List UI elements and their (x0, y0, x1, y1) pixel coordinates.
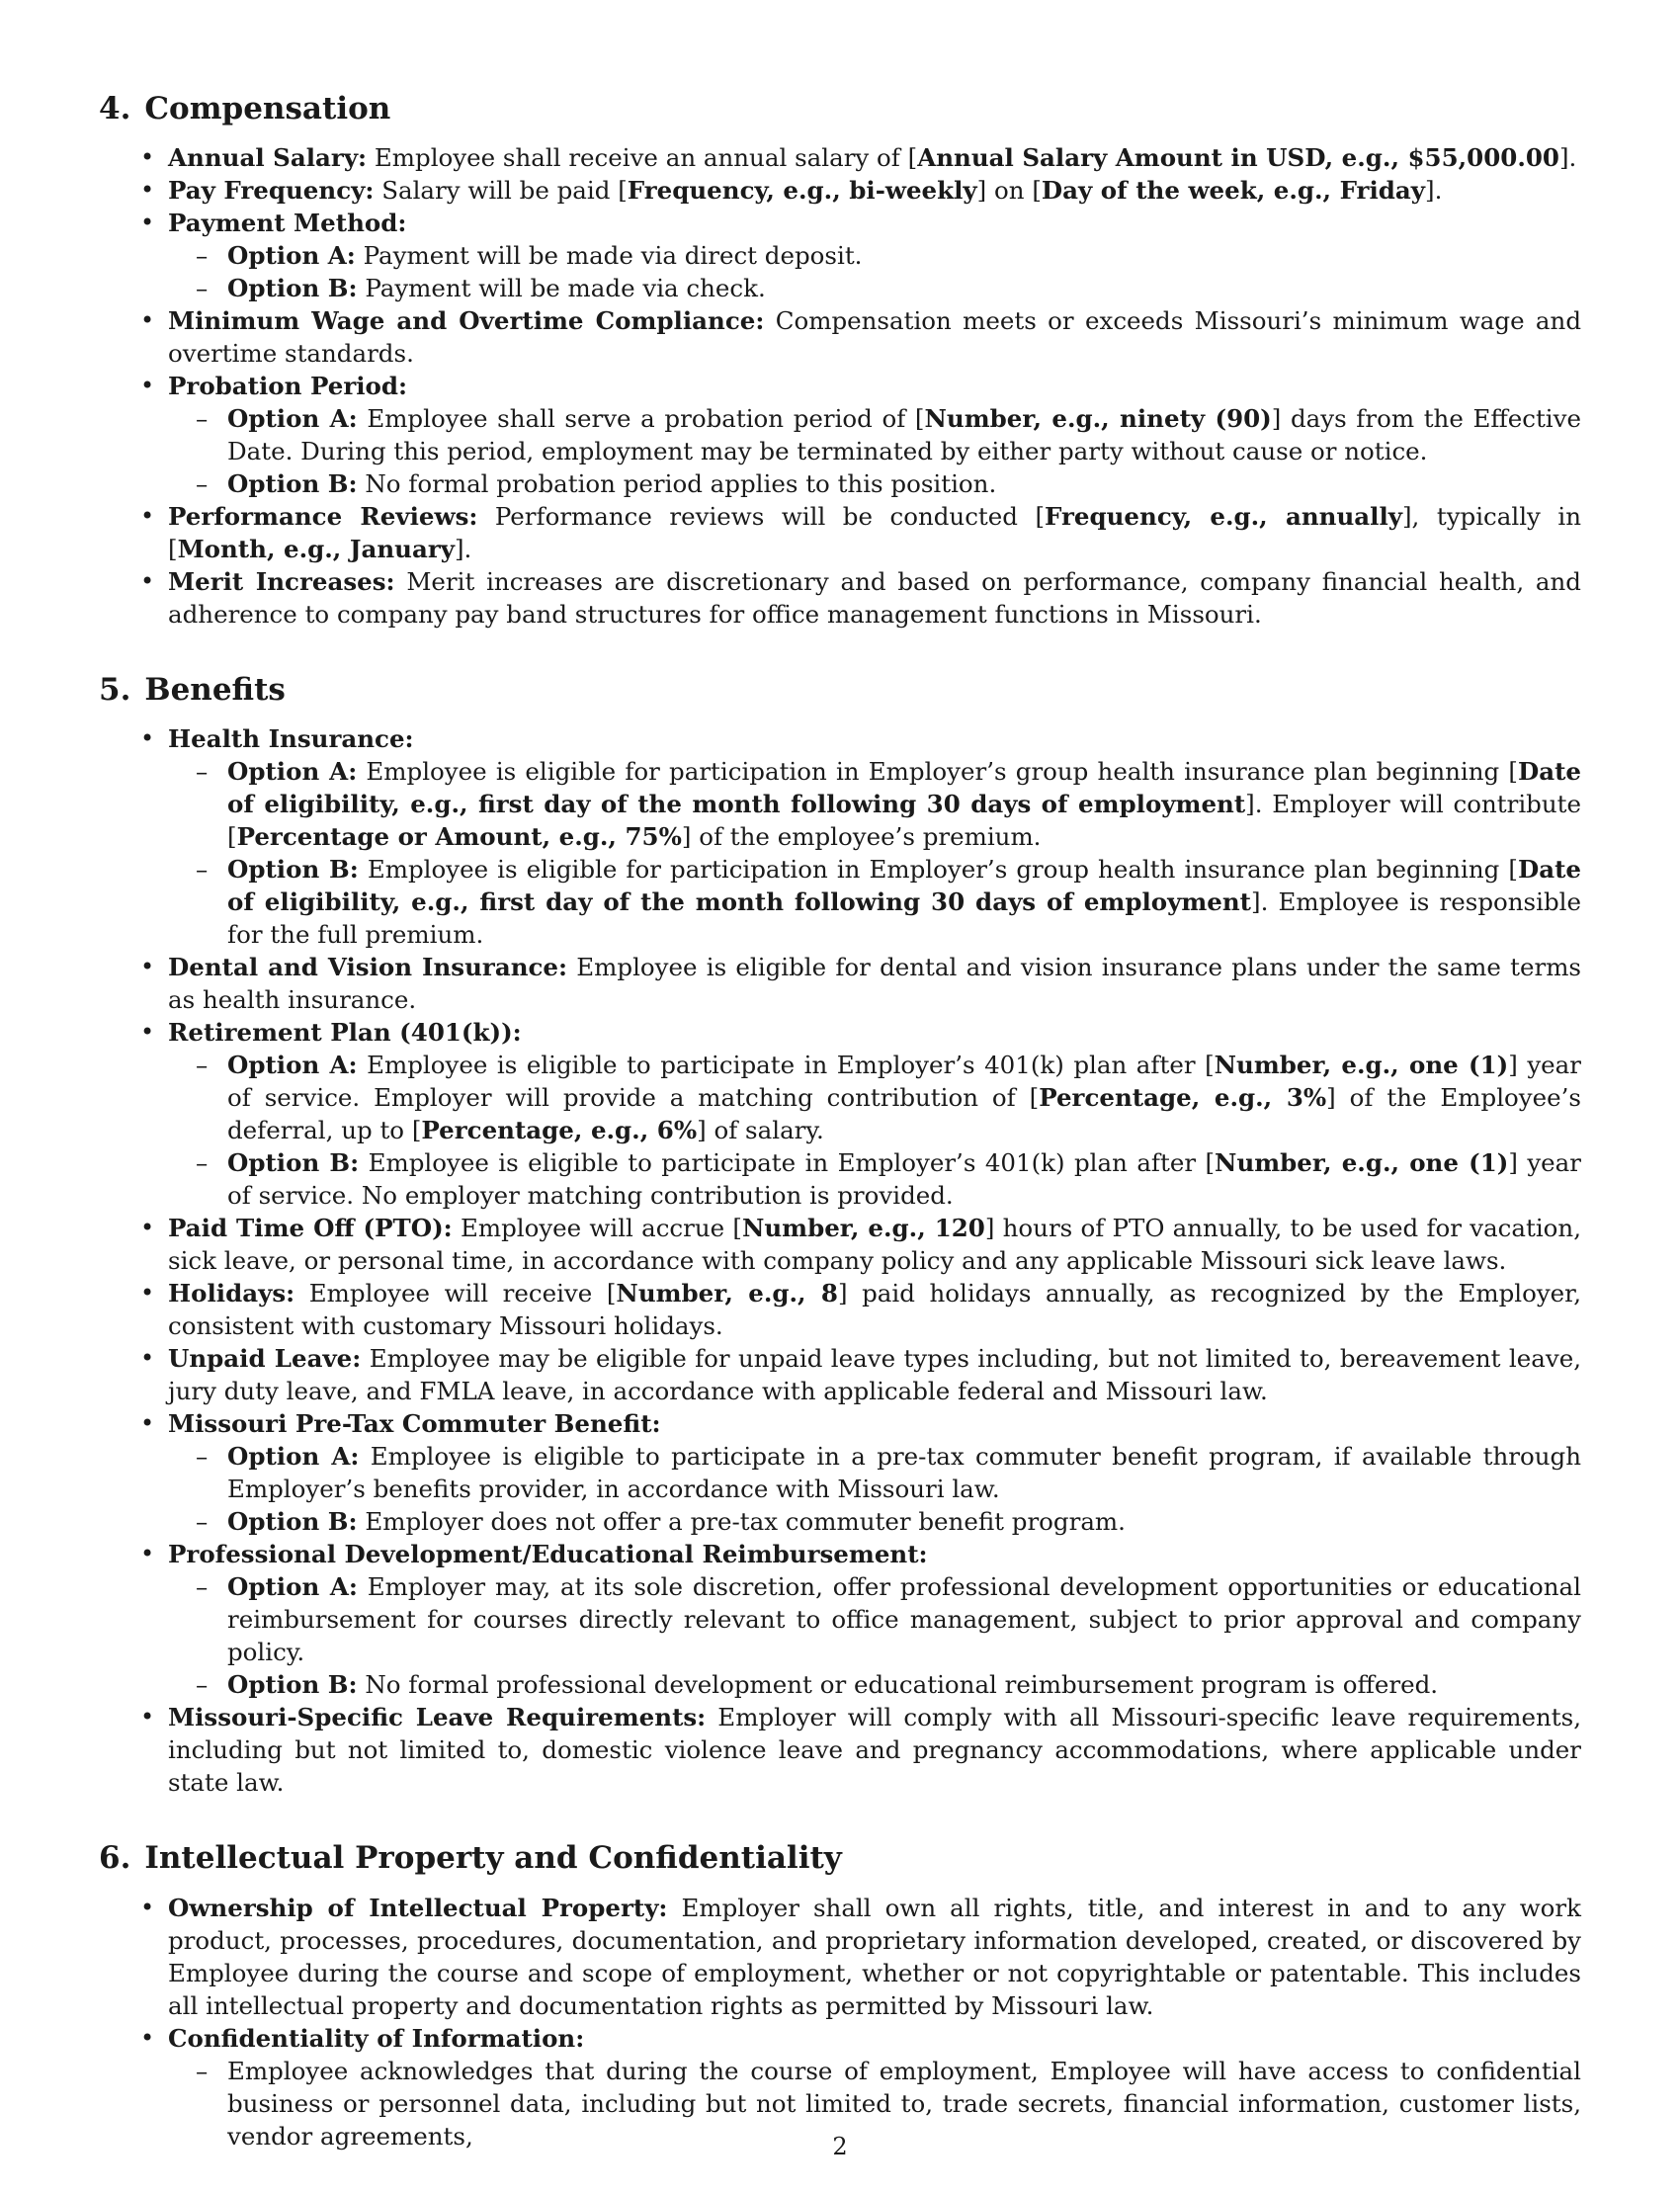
option-label-option-a: Option A: (227, 1572, 358, 1602)
list-item (168, 951, 1581, 1016)
item-text: Employee shall receive an annual salary of [ (367, 143, 918, 173)
bullet-list (99, 722, 1581, 1799)
sub-list (168, 1049, 1581, 1212)
sub-list-item (227, 1146, 1581, 1212)
item-text: ]. (1425, 176, 1443, 206)
section-title: Benefits (144, 672, 286, 709)
list-item (168, 1016, 1581, 1212)
placeholder-field: Percentage, e.g., 3% (1039, 1083, 1327, 1113)
item-label-missouri-specific-leave-requirements: Missouri-Specific Leave Requirements: (168, 1703, 707, 1732)
item-text: Employee is eligible for dental and vision insurance plans under the same terms as health insurance. (168, 953, 1582, 1015)
item-label-merit-increases: Merit Increases: (168, 567, 395, 597)
sub-list (168, 755, 1581, 951)
placeholder-field: Number, e.g., one (1) (1215, 1148, 1509, 1178)
item-label-health-insurance: Health Insurance: (168, 724, 414, 754)
item-text: Employee will receive [ (294, 1279, 617, 1308)
item-text: Employer does not offer a pre-tax commuter benefit program. (357, 1507, 1126, 1537)
item-label-payment-method: Payment Method: (168, 209, 407, 238)
item-label-minimum-wage-and-overtime-compliance: Minimum Wage and Overtime Compliance: (168, 306, 765, 336)
sub-list-item (227, 239, 1581, 272)
option-label-option-b: Option B: (227, 855, 359, 885)
section-intellectual-property-and-confidentiality (99, 1840, 1581, 2152)
item-label-confidentiality-of-information: Confidentiality of Information: (168, 2023, 585, 2053)
option-label-option-a: Option A: (227, 1442, 360, 1472)
item-text: Payment will be made via direct deposit. (355, 241, 863, 271)
option-label-option-b: Option B: (227, 1507, 358, 1537)
item-text: Employee is eligible to participate in Employer’s 401(k) plan after [ (359, 1148, 1216, 1178)
sub-list-item (227, 272, 1581, 304)
section-number: 6. (99, 1840, 131, 1877)
option-label-option-a: Option A: (227, 404, 358, 434)
section-heading (99, 672, 1581, 709)
list-item (168, 722, 1581, 951)
item-text: ] hours of PTO annually, to be used for vacation, sick leave, or personal time, in accordance with company policy and any applicable Missouri sick leave laws. (168, 1214, 1581, 1276)
sub-list (168, 1440, 1581, 1538)
item-label-pay-frequency: Pay Frequency: (168, 176, 375, 206)
option-label-option-b: Option B: (227, 469, 358, 499)
item-text: Employer shall own all rights, title, and interest in and to any work product, processes, procedures, documentation, and proprietary information developed, created, or discovered by Employee during the course and scope of employment, whether or not copyrightable or patentable. This includes all intellectual property and documentation rights as permitted by Missouri law. (168, 1893, 1581, 2020)
item-text: ]. (454, 535, 472, 564)
item-text: Employee will accrue [ (452, 1214, 742, 1243)
item-text: Employee shall serve a probation period of [ (357, 404, 925, 434)
item-text: Employee acknowledges that during the course of employment, Employee will have access to confidential business or personnel data, including but not limited to, trade secrets, financial information, customer lists, vendor agreements, (227, 2056, 1581, 2151)
placeholder-field: Month, e.g., January (177, 535, 455, 564)
sub-list-item (227, 402, 1581, 467)
placeholder-field: Annual Salary Amount in USD, e.g., $55,000.00 (917, 143, 1559, 173)
item-text: Employer will comply with all Missouri-specific leave requirements, including but not limited to, domestic violence leave and pregnancy accommodations, where applicable under state law. (168, 1703, 1581, 1798)
item-text: ] year of service. No employer matching contribution is provided. (227, 1148, 1581, 1211)
item-text: Employee is eligible for participation in Employer’s group health insurance plan beginning [ (357, 757, 1518, 787)
document-page (99, 91, 1581, 2194)
sub-list-item (227, 1440, 1581, 1505)
item-text: Performance reviews will be conducted [ (477, 502, 1046, 532)
item-text: Employee is eligible to participate in Employer’s 401(k) plan after [ (357, 1051, 1215, 1080)
item-text: ] of salary. (697, 1116, 824, 1145)
item-text: ] on [ (976, 176, 1042, 206)
option-label-option-b: Option B: (227, 1148, 360, 1178)
sub-list-item (227, 1668, 1581, 1701)
list-item (168, 141, 1581, 174)
list-item (168, 1277, 1581, 1342)
list-item (168, 207, 1581, 304)
item-label-performance-reviews: Performance Reviews: (168, 502, 478, 532)
item-text: Payment will be made via check. (357, 274, 766, 303)
placeholder-field: Number, e.g., 120 (741, 1214, 985, 1243)
item-text: Compensation meets or exceeds Missouri’s minimum wage and overtime standards. (168, 306, 1582, 369)
item-label-probation-period: Probation Period: (168, 372, 408, 401)
section-title: Compensation (144, 91, 391, 127)
option-label-option-a: Option A: (227, 757, 358, 787)
item-text: No formal professional development or educational reimbursement program is offered. (357, 1670, 1439, 1700)
placeholder-field: Percentage, e.g., 6% (421, 1116, 698, 1145)
sub-list-item (227, 755, 1581, 853)
section-heading (99, 91, 1581, 127)
item-text: Employee is eligible for participation in Employer’s group health insurance plan beginning [ (358, 855, 1518, 885)
section-number: 5. (99, 672, 131, 709)
section-title: Intellectual Property and Confidentiality (144, 1840, 842, 1877)
sub-list-item (227, 853, 1581, 951)
placeholder-field: Day of the week, e.g., Friday (1041, 176, 1426, 206)
item-text: Employee may be eligible for unpaid leave types including, but not limited to, bereavement leave, jury duty leave, and FMLA leave, in accordance with applicable federal and Missouri law. (168, 1344, 1581, 1406)
placeholder-field: Frequency, e.g., bi-weekly (627, 176, 977, 206)
list-item (168, 1212, 1581, 1277)
item-text: ] year of service. Employer will provide a matching contribution of [ (227, 1051, 1582, 1113)
option-label-option-b: Option B: (227, 274, 358, 303)
item-label-paid-time-off-pto: Paid Time Off (PTO): (168, 1214, 453, 1243)
option-label-option-a: Option A: (227, 241, 356, 271)
item-text: ] days from the Effective Date. During this period, employment may be terminated by either party without cause or notice. (227, 404, 1581, 466)
list-item (168, 1342, 1581, 1407)
section-heading (99, 1840, 1581, 1877)
list-item (168, 370, 1581, 500)
item-text: Merit increases are discretionary and based on performance, company financial health, and adherence to company pay band structures for office management functions in Missouri. (168, 567, 1581, 630)
section-benefits (99, 672, 1581, 1799)
item-label-professional-development-educational-reimbursement: Professional Development/Educational Reimbursement: (168, 1540, 928, 1569)
page-number: 2 (832, 2133, 848, 2160)
placeholder-field: Percentage or Amount, e.g., 75% (236, 822, 682, 852)
item-text: ], typically in [ (168, 502, 1582, 564)
item-label-retirement-plan-401-k: Retirement Plan (401(k)): (168, 1018, 522, 1048)
sub-list (168, 1570, 1581, 1701)
item-text: ]. Employee is responsible for the full premium. (227, 887, 1581, 950)
list-item (168, 1701, 1581, 1799)
item-text: ] of the Employee’s deferral, up to [ (227, 1083, 1581, 1145)
item-text: Salary will be paid [ (374, 176, 628, 206)
list-item (168, 304, 1581, 370)
sub-list (168, 402, 1581, 500)
sub-list-item (227, 467, 1581, 500)
section-number: 4. (99, 91, 131, 127)
sub-list-item (227, 1570, 1581, 1668)
bullet-list (99, 141, 1581, 631)
item-text: ] of the employee’s premium. (681, 822, 1042, 852)
option-label-option-b: Option B: (227, 1670, 358, 1700)
list-item (168, 565, 1581, 631)
item-label-missouri-pre-tax-commuter-benefit: Missouri Pre-Tax Commuter Benefit: (168, 1409, 661, 1439)
placeholder-field: Number, e.g., one (1) (1214, 1051, 1509, 1080)
placeholder-field: Number, e.g., 8 (616, 1279, 838, 1308)
sub-list-item (227, 1505, 1581, 1538)
item-label-dental-and-vision-insurance: Dental and Vision Insurance: (168, 953, 568, 982)
sub-list (168, 239, 1581, 304)
list-item (168, 174, 1581, 207)
item-text: ] paid holidays annually, as recognized by the Employer, consistent with customary Missouri holidays. (168, 1279, 1581, 1341)
list-item (168, 1538, 1581, 1701)
placeholder-field: Number, e.g., ninety (90) (924, 404, 1272, 434)
list-item (168, 1407, 1581, 1538)
list-item (168, 500, 1581, 565)
item-label-holidays: Holidays: (168, 1279, 295, 1308)
placeholder-field: Frequency, e.g., annually (1045, 502, 1402, 532)
placeholder-field: Date of eligibility, e.g., first day of the month following 30 days of employment (227, 855, 1581, 917)
section-compensation (99, 91, 1581, 631)
item-text: Employee is eligible to participate in a pre-tax commuter benefit program, if available through Employer’s benefits provider, in accordance with Missouri law. (227, 1442, 1581, 1504)
item-text: ]. Employer will contribute [ (227, 790, 1581, 852)
bullet-list (99, 1892, 1581, 2152)
item-text: Employer may, at its sole discretion, offer professional development opportunities or educational reimbursement for courses directly relevant to office management, subject to prior approval and company policy. (227, 1572, 1581, 1667)
item-label-unpaid-leave: Unpaid Leave: (168, 1344, 362, 1374)
list-item (168, 1892, 1581, 2022)
item-text: No formal probation period applies to this position. (357, 469, 997, 499)
placeholder-field: Date of eligibility, e.g., first day of the month following 30 days of employment (227, 757, 1581, 819)
sub-list-item (227, 1049, 1581, 1146)
item-label-ownership-of-intellectual-property: Ownership of Intellectual Property: (168, 1893, 668, 1922)
item-text: ]. (1558, 143, 1577, 173)
option-label-option-a: Option A: (227, 1051, 358, 1080)
item-label-annual-salary: Annual Salary: (168, 143, 368, 173)
